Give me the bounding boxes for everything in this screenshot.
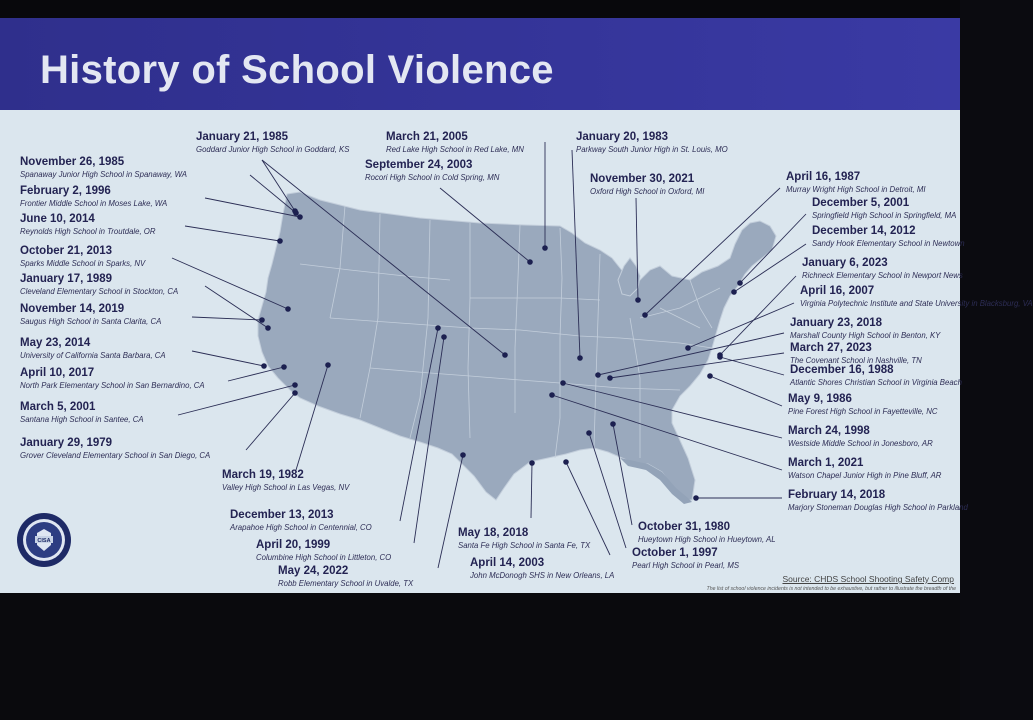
incident-dot — [281, 364, 287, 370]
disclaimer-text: The list of school violence incidents is not intended to be exhaustive, but rather to illustrate the breadth of the — [706, 586, 956, 592]
incident-label — [786, 172, 926, 193]
incident-date: October 1, 1997 — [632, 547, 718, 559]
incident-school: Grover Cleveland Elementary School in San Diego, CA — [20, 450, 211, 460]
incident-date: May 23, 2014 — [20, 337, 91, 349]
incident-dot — [595, 372, 601, 378]
leader-line — [262, 160, 295, 211]
incident-date: April 14, 2003 — [470, 557, 545, 569]
incident-dot — [292, 382, 298, 388]
incident-school: Robb Elementary School in Uvalde, TX — [278, 578, 414, 588]
leader-line — [246, 393, 295, 450]
incident-school: Murray Wright High School in Detroit, MI — [786, 184, 926, 194]
incident-label — [458, 528, 590, 549]
incident-school: Rocori High School in Cold Spring, MN — [365, 172, 500, 182]
incident-label — [20, 157, 187, 178]
incident-school: The Covenant School in Nashville, TN — [790, 355, 922, 365]
incident-label — [800, 286, 1033, 307]
incident-dot — [293, 210, 299, 216]
leader-line — [205, 286, 268, 328]
incident-label — [790, 365, 962, 386]
incident-school: Valley High School in Las Vegas, NV — [222, 482, 350, 492]
incident-label — [20, 274, 178, 295]
incident-label — [20, 304, 161, 325]
incident-school: University of California Santa Barbara, CA — [20, 350, 166, 360]
incident-dot — [265, 325, 271, 331]
incident-label — [590, 174, 704, 195]
incident-label — [788, 458, 941, 479]
incident-date: March 21, 2005 — [386, 131, 468, 143]
svg-text:CISA: CISA — [37, 538, 51, 544]
incident-date: April 10, 2017 — [20, 367, 95, 379]
incident-school: Spanaway Junior High School in Spanaway, WA — [20, 169, 188, 179]
incident-school: Parkway South Junior High in St. Louis, MO — [576, 144, 728, 154]
incident-label — [790, 318, 940, 339]
incident-label — [812, 198, 956, 219]
incident-school: Watson Chapel Junior High in Pine Bluff, AR — [788, 470, 942, 480]
incident-date: January 21, 1985 — [196, 131, 289, 143]
incident-dot — [292, 390, 298, 396]
incident-label — [222, 470, 349, 491]
incident-dot — [685, 345, 691, 351]
incident-date: April 16, 1987 — [786, 171, 861, 183]
incident-label — [20, 214, 156, 235]
incident-date: March 24, 1998 — [788, 425, 870, 437]
incident-label — [470, 558, 614, 579]
incident-dot — [549, 392, 555, 398]
incident-school: Santana High School in Santee, CA — [20, 414, 144, 424]
incident-date: March 5, 2001 — [20, 401, 96, 413]
incident-date: December 16, 1988 — [790, 364, 894, 376]
incident-label — [802, 258, 963, 279]
incident-date: January 20, 1983 — [576, 131, 669, 143]
incident-date: February 2, 1996 — [20, 185, 111, 197]
presentation-slide — [0, 18, 1033, 593]
incident-dot — [325, 362, 331, 368]
incident-label — [20, 338, 166, 359]
incident-school: Sparks Middle School in Sparks, NV — [20, 258, 146, 268]
incident-date: February 14, 2018 — [788, 489, 886, 501]
incident-dot — [259, 317, 265, 323]
incident-dot — [737, 280, 743, 286]
incident-date: May 18, 2018 — [458, 527, 529, 539]
incident-label — [256, 540, 391, 561]
incident-dot — [435, 325, 441, 331]
leader-line — [710, 376, 782, 406]
incident-dot — [642, 312, 648, 318]
incident-dot — [529, 460, 535, 466]
incident-date: November 26, 1985 — [20, 156, 125, 168]
incident-date: April 16, 2007 — [800, 285, 875, 297]
incident-label — [20, 402, 144, 423]
incident-label — [790, 343, 922, 364]
incident-label — [230, 510, 372, 531]
leader-line — [192, 351, 264, 366]
incident-dot — [563, 459, 569, 465]
incident-school: Pine Forest High School in Fayetteville, NC — [788, 406, 938, 416]
incident-date: December 14, 2012 — [812, 225, 916, 237]
incident-date: October 21, 2013 — [20, 245, 113, 257]
incident-school: Goddard Junior High School in Goddard, KS — [196, 144, 350, 154]
incident-label — [20, 368, 205, 389]
incident-school: Reynolds High School in Troutdale, OR — [20, 226, 156, 236]
incident-school: Marshall County High School in Benton, KY — [790, 330, 941, 340]
department-seal-icon — [15, 511, 73, 569]
incident-date: March 1, 2021 — [788, 457, 864, 469]
incident-school: Santa Fe High School in Santa Fe, TX — [458, 540, 591, 550]
screen-bottom-edge — [0, 593, 960, 720]
incident-date: November 14, 2019 — [20, 303, 125, 315]
incident-dot — [261, 363, 267, 369]
incident-dot — [717, 354, 723, 360]
incident-date: January 29, 1979 — [20, 437, 113, 449]
incident-school: Pearl High School in Pearl, MS — [632, 560, 740, 570]
incident-school: Atlantic Shores Christian School in Virginia Beach — [790, 377, 962, 387]
incident-school: Arapahoe High School in Centennial, CO — [230, 522, 372, 532]
incident-dot — [297, 214, 303, 220]
incident-dot — [560, 380, 566, 386]
incident-label — [632, 548, 739, 569]
incident-dot — [607, 375, 613, 381]
incident-date: March 19, 1982 — [222, 469, 304, 481]
leader-line — [178, 385, 295, 415]
incident-dot — [460, 452, 466, 458]
incident-label — [788, 394, 938, 415]
incident-dot — [527, 259, 533, 265]
incident-dot — [731, 289, 737, 295]
incident-label — [196, 132, 349, 153]
incident-school: John McDonogh SHS in New Orleans, LA — [470, 570, 615, 580]
incident-label — [788, 426, 933, 447]
incident-label — [386, 132, 524, 153]
incident-school: Springfield High School in Springfield, MA — [812, 210, 957, 220]
incident-date: December 5, 2001 — [812, 197, 910, 209]
incident-dot — [502, 352, 508, 358]
incident-date: March 27, 2023 — [790, 342, 872, 354]
incident-school: Saugus High School in Santa Clarita, CA — [20, 316, 162, 326]
incident-date: May 24, 2022 — [278, 565, 349, 577]
leader-line — [185, 226, 280, 241]
incident-school: North Park Elementary School in San Bernardino, CA — [20, 380, 205, 390]
incident-school: Cleveland Elementary School in Stockton, CA — [20, 286, 179, 296]
incident-date: October 31, 1980 — [638, 521, 731, 533]
incident-date: January 17, 1989 — [20, 273, 113, 285]
incident-dot — [693, 495, 699, 501]
incident-label — [812, 226, 965, 247]
incident-date: December 13, 2013 — [230, 509, 334, 521]
incident-date: September 24, 2003 — [365, 159, 473, 171]
source-link[interactable]: Source: CHDS School Shooting Safety Comp — [782, 574, 954, 584]
incident-date: November 30, 2021 — [590, 173, 695, 185]
leader-line — [531, 463, 532, 518]
incident-dot — [610, 421, 616, 427]
incident-label — [20, 438, 210, 459]
incident-dot — [577, 355, 583, 361]
incident-label — [365, 160, 499, 181]
incident-school: Marjory Stoneman Douglas High School in Parkland — [788, 502, 968, 512]
incident-school: Hueytown High School in Hueytown, AL — [638, 534, 776, 544]
incident-school: Frontier Middle School in Moses Lake, WA — [20, 198, 168, 208]
incident-school: Sandy Hook Elementary School in Newtown — [812, 238, 965, 248]
incident-label — [788, 490, 968, 511]
incident-label — [20, 186, 167, 207]
leader-line — [720, 357, 784, 375]
incident-school: Columbine High School in Littleton, CO — [256, 552, 392, 562]
incident-label — [278, 566, 413, 587]
screen-top-edge — [0, 0, 960, 18]
incident-dot — [277, 238, 283, 244]
incident-school: Richneck Elementary School in Newport News — [802, 270, 963, 280]
incident-dot — [586, 430, 592, 436]
incident-dot — [285, 306, 291, 312]
leader-line — [438, 455, 463, 568]
incident-dot — [542, 245, 548, 251]
incident-label — [576, 132, 728, 153]
slide-title: History of School Violence — [40, 48, 554, 92]
incident-date: May 9, 1986 — [788, 393, 852, 405]
incident-label — [20, 246, 145, 267]
incident-date: April 20, 1999 — [256, 539, 331, 551]
incident-dot — [635, 297, 641, 303]
incident-school: Virginia Polytechnic Institute and State University in Blacksburg, VA — [800, 298, 1033, 308]
incident-dot — [707, 373, 713, 379]
incident-school: Westside Middle School in Jonesboro, AR — [788, 438, 933, 448]
incident-date: January 6, 2023 — [802, 257, 888, 269]
incident-school: Oxford High School in Oxford, MI — [590, 186, 705, 196]
incident-date: January 23, 2018 — [790, 317, 883, 329]
incident-dot — [441, 334, 447, 340]
incident-label — [638, 522, 776, 543]
incident-school: Red Lake High School in Red Lake, MN — [386, 144, 524, 154]
incident-date: June 10, 2014 — [20, 213, 95, 225]
